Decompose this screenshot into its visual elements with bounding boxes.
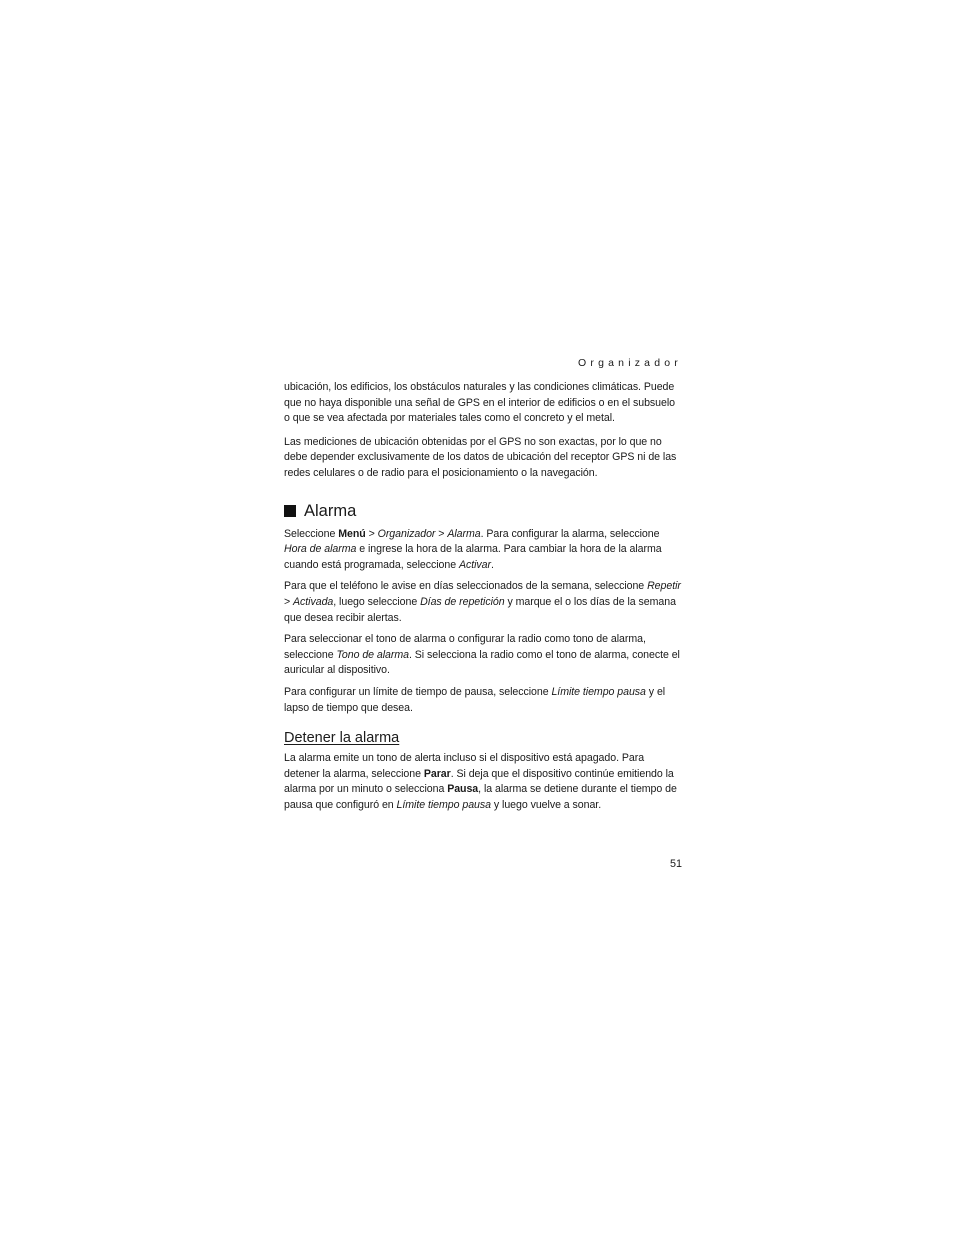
subsection-title: Detener la alarma bbox=[284, 730, 400, 747]
menu-label: Menú bbox=[338, 527, 366, 540]
running-header: Organizador bbox=[578, 357, 682, 369]
organizador-label: Organizador bbox=[377, 527, 436, 540]
alarma-paragraph-2: Para que el teléfono le avise en días seleccionados de la semana, seleccione Repetir > Activada, luego seleccione Días de repetición y marque el o los días de la semana que desea recibir alertas. bbox=[284, 580, 681, 624]
activar-label: Activar bbox=[458, 558, 491, 571]
section-heading-alarma bbox=[284, 500, 682, 522]
page-number: 51 bbox=[669, 858, 682, 870]
dias-de-repeticion-label: Días de repetición bbox=[420, 595, 505, 608]
activada-label: Activada bbox=[293, 595, 334, 608]
detener-paragraph-1: La alarma emite un tono de alerta incluso si el dispositivo está apagado. Para detener la alarma, seleccione Parar. Si deja que el dispositivo continúe emitiendo la alarma por un minuto o selecciona Pausa, la alarma se detiene durante el tiempo de pausa que configuró en Límite tiempo pausa y luego vuelve a sonar. bbox=[284, 752, 677, 811]
gps-paragraph-2: Las mediciones de ubicación obtenidas por el GPS no son exactas, por lo que no debe depender exclusivamente de los datos de ubicación del receptor GPS ni de las redes celulares o de radio para el posicionamiento o la navegación. bbox=[284, 435, 677, 479]
section-square-icon bbox=[284, 505, 296, 517]
limite-tiempo-pausa-label: Límite tiempo pausa bbox=[551, 685, 646, 698]
repetir-label: Repetir bbox=[647, 580, 681, 593]
page-content bbox=[284, 380, 682, 819]
tono-de-alarma-label: Tono de alarma bbox=[336, 648, 409, 661]
pausa-label: Pausa bbox=[447, 783, 479, 796]
hora-de-alarma-label: Hora de alarma bbox=[284, 543, 357, 556]
alarma-paragraph-1: Seleccione Menú > Organizador > Alarma. Para configurar la alarma, seleccione Hora de alarma e ingrese la hora de la alarma. Para cambiar la hora de la alarma cuando está programada, seleccione Activar. bbox=[284, 527, 662, 571]
alarma-paragraph-3: Para seleccionar el tono de alarma o configurar la radio como tono de alarma, seleccione Tono de alarma. Si selecciona la radio como el tono de alarma, conecte el auricular al dispositivo. bbox=[284, 633, 680, 677]
limite-tiempo-pausa-label-2: Límite tiempo pausa bbox=[396, 798, 491, 811]
section-title: Alarma bbox=[304, 501, 357, 520]
gps-paragraph-1: ubicación, los edificios, los obstáculos naturales y las condiciones climáticas. Puede que no haya disponible una señal de GPS en el interior de edificios o en el subsuelo o que se vea afectada por materiales tales como el concreto y el metal. bbox=[284, 381, 675, 425]
alarma-paragraph-4: Para configurar un límite de tiempo de pausa, seleccione Límite tiempo pausa y el lapso de tiempo que desea. bbox=[284, 685, 666, 714]
alarma-label: Alarma bbox=[447, 527, 481, 540]
parar-label: Parar bbox=[423, 767, 451, 780]
